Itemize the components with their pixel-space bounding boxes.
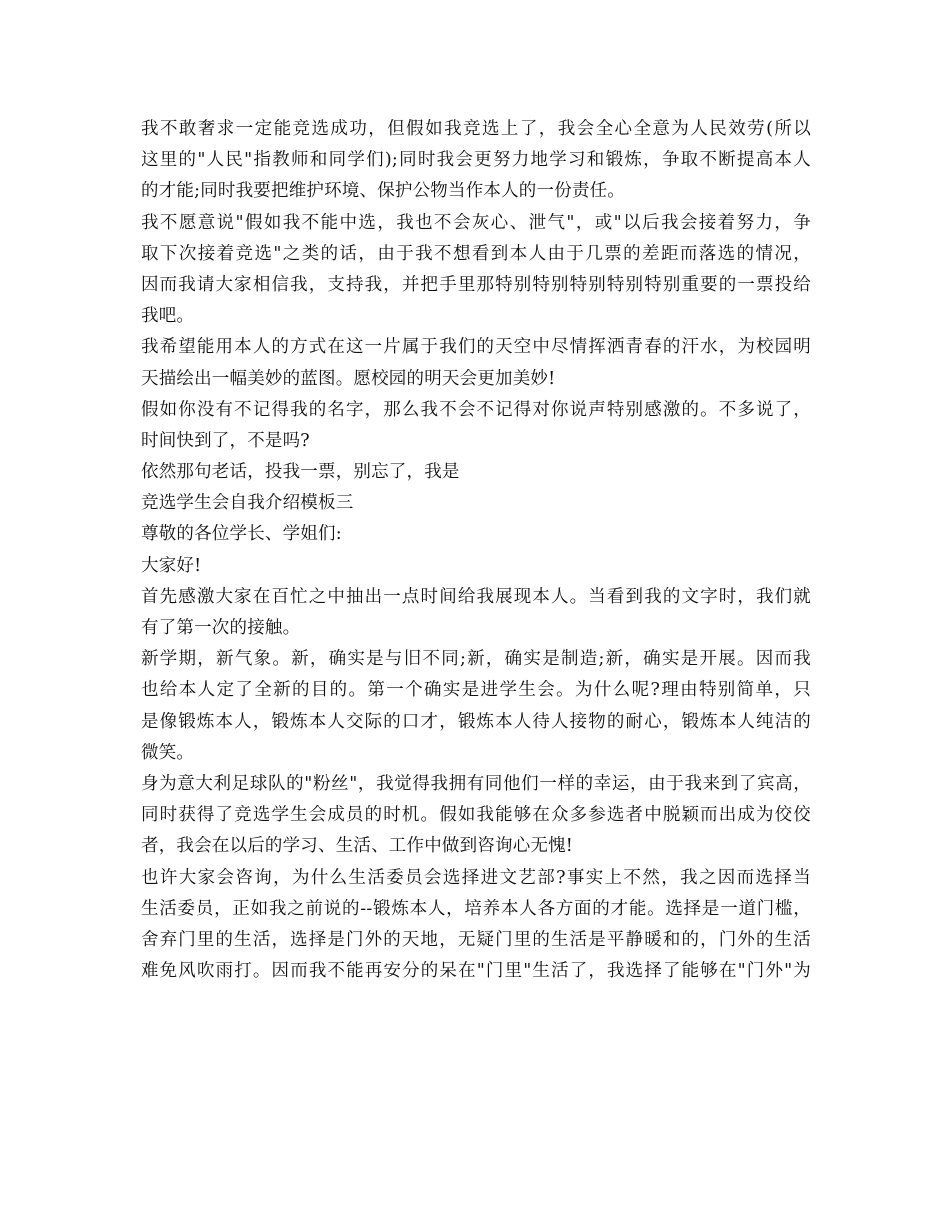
text-line: 尊敬的各位学长、学姐们:: [141, 524, 342, 545]
body-text: [141, 114, 811, 987]
text-line: 大家好!: [141, 555, 202, 576]
text-line: 难免风吹雨打。因而我不能再安分的呆在"门里"生活了，我选择了能够在"门外"为: [141, 961, 811, 982]
text-line: 是像锻炼本人，锻炼本人交际的口才，锻炼本人待人接物的耐心，锻炼本人纯洁的: [141, 711, 811, 732]
text-line: 新学期，新气象。新，确实是与旧不同;新，确实是制造;新，确实是开展。因而我: [141, 649, 811, 670]
text-line: 假如你没有不记得我的名字，那么我不会不记得对你说声特别感激的。不多说了，: [141, 399, 811, 420]
text-line: 有了第一次的接触。: [141, 618, 301, 638]
text-line: 身为意大利足球队的"粉丝"，我觉得我拥有同他们一样的幸运，由于我来到了宾高，: [141, 773, 811, 794]
text-line: 同时获得了竞选学生会成员的时机。假如我能够在众多参选者中脱颖而出成为佼佼: [141, 805, 811, 826]
text-line: 依然那句老话，投我一票，别忘了，我是: [141, 462, 460, 483]
text-line: 时间快到了，不是吗?: [141, 430, 310, 451]
text-line: 的才能;同时我要把维护环境、保护公物当作本人的一份责任。: [141, 181, 625, 202]
text-line: 舍弃门里的生活，选择是门外的天地，无疑门里的生活是平静暖和的，门外的生活: [141, 929, 811, 950]
text-line: 竞选学生会自我介绍模板三: [141, 493, 354, 514]
text-line: 这里的"人民"指教师和同学们);同时我会更努力地学习和锻炼，争取不断提高本人: [141, 150, 811, 171]
text-line: 我不愿意说"假如我不能中选，我也不会灰心、泄气"，或"以后我会接着努力，争: [141, 212, 811, 233]
text-line: 者，我会在以后的学习、生活、工作中做到咨询心无愧!: [141, 836, 574, 857]
text-line: 也给本人定了全新的目的。第一个确实是进学生会。为什么呢?理由特别简单，只: [141, 680, 811, 701]
text-line: 取下次接着竞选"之类的话，由于我不想看到本人由于几票的差距而落选的情况，: [141, 243, 811, 264]
text-line: 微笑。: [141, 742, 195, 763]
text-line: 我希望能用本人的方式在这一片属于我们的天空中尽情挥洒青春的汗水，为校园明: [141, 337, 811, 358]
text-line: 我不敢奢求一定能竞选成功，但假如我竞选上了，我会全心全意为人民效劳(所以: [141, 119, 811, 139]
text-line: 我吧。: [141, 306, 195, 327]
text-line: 天描绘出一幅美妙的蓝图。愿校园的明天会更加美妙!: [141, 368, 556, 389]
text-line: 首先感激大家在百忙之中抽出一点时间给我展现本人。当看到我的文字时，我们就: [141, 586, 811, 607]
text-line: 也许大家会咨询，为什么生活委员会选择进文艺部?事实上不然，我之因而选择当: [141, 867, 811, 888]
text-line: 因而我请大家相信我，支持我，并把手里那特别特别特别特别特别重要的一票投给: [141, 274, 811, 295]
text-line: 生活委员，正如我之前说的--锻炼本人，培养本人各方面的才能。选择是一道门槛，: [141, 898, 811, 919]
